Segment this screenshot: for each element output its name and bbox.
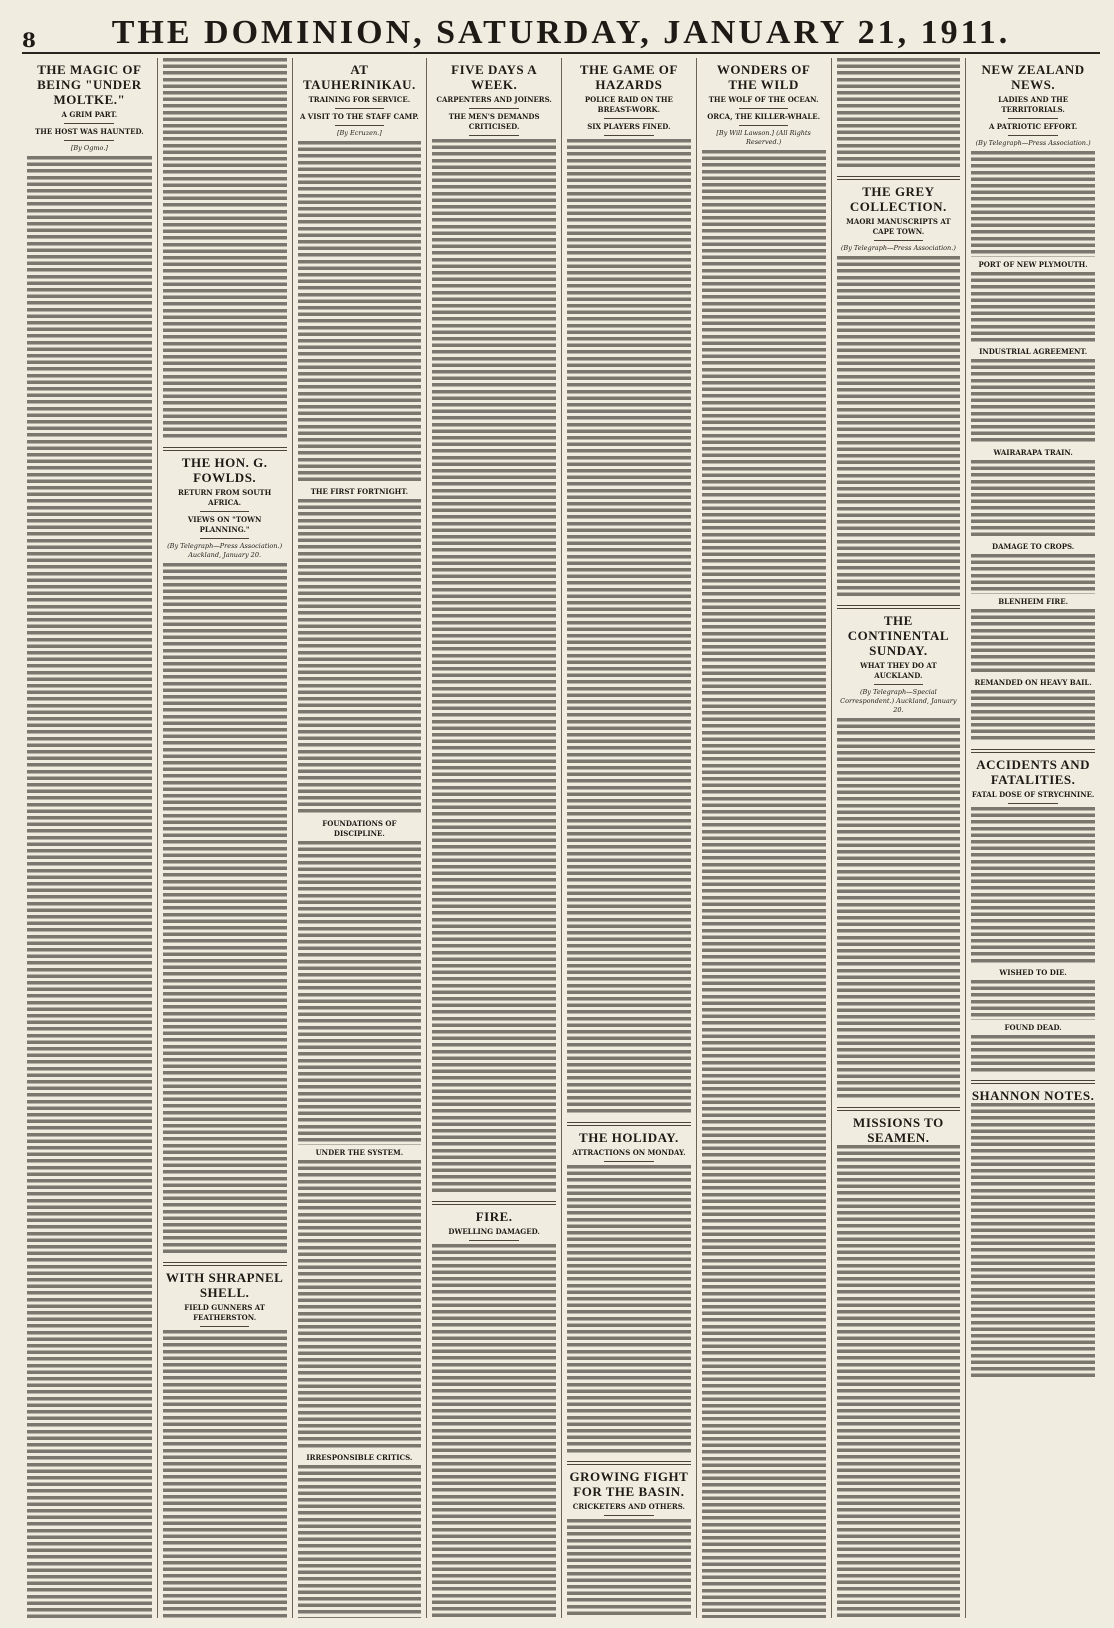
column-2: [157, 58, 292, 1618]
article-body-text: [298, 1160, 422, 1450]
article-subheading: BLENHEIM FIRE.: [998, 596, 1069, 606]
article-subheading: THE FIRST FORTNIGHT.: [310, 487, 409, 497]
article-columns: [22, 58, 1100, 1618]
article-subheading: REMANDED ON HEAVY BAIL.: [974, 677, 1092, 687]
article-body-text: [163, 58, 287, 441]
short-rule: [739, 125, 789, 126]
article-divider: [163, 447, 287, 451]
short-rule: [469, 135, 519, 136]
article-body-text: [971, 609, 1095, 675]
article-subheading: THE HOST WAS HAUNTED.: [35, 127, 144, 136]
column-8: [965, 58, 1100, 1618]
article-body-text: [837, 718, 961, 1101]
article-body-text: [971, 1035, 1095, 1075]
article-headline: NEW ZEALAND NEWS.: [981, 62, 1085, 92]
short-rule: [200, 511, 250, 512]
article-subheading: A VISIT TO THE STAFF CAMP.: [299, 112, 419, 121]
article-headline: THE CONTINENTAL SUNDAY.: [847, 613, 950, 659]
article-body-text: [971, 272, 1095, 345]
article-subheading: ATTRACTIONS ON MONDAY.: [572, 1147, 686, 1157]
article-byline: [By Ecruzen.]: [336, 129, 382, 137]
article-byline: (By Telegraph—Special Correspondent.) Auckland, January 20.: [840, 688, 957, 715]
article-subheading: FOUND DEAD.: [1004, 1022, 1062, 1032]
article-byline: (By Telegraph—Press Association.): [840, 244, 956, 253]
short-rule: [604, 135, 654, 136]
short-rule: [335, 108, 385, 109]
page-number: 8: [22, 28, 36, 52]
article-body-text: [432, 1244, 556, 1618]
article-body-text: [837, 1145, 961, 1618]
short-rule: [604, 118, 654, 119]
article-body-text: [971, 151, 1095, 257]
article-subheading: CRICKETERS AND OTHERS.: [572, 1502, 685, 1512]
short-rule: [604, 1515, 654, 1516]
article-subheading: POLICE RAID ON THE BREAST-WORK.: [584, 95, 673, 114]
article-subheading: LADIES AND THE TERRITORIALS.: [998, 95, 1069, 114]
article-body-text: [567, 1165, 691, 1455]
article-headline: THE MAGIC OF BEING "UNDER MOLTKE.": [37, 62, 142, 107]
article-subheading: CARPENTERS AND JOINERS.: [436, 95, 552, 104]
article-body-text: [567, 139, 691, 1116]
article-subheading: THE WOLF OF THE OCEAN.: [708, 95, 819, 104]
article-headline: FIVE DAYS A WEEK.: [451, 62, 538, 92]
short-rule: [64, 140, 114, 141]
short-rule: [1008, 135, 1058, 136]
short-rule: [64, 123, 114, 124]
article-subheading: TRAINING FOR SERVICE.: [308, 95, 411, 104]
masthead-title: THE DOMINION, SATURDAY, JANUARY 21, 1911.: [111, 14, 1011, 51]
short-rule: [200, 538, 250, 539]
article-divider: [971, 749, 1095, 753]
column-1: [22, 58, 157, 1618]
short-rule: [1008, 803, 1058, 804]
article-divider: [567, 1122, 691, 1126]
article-divider: [837, 176, 961, 180]
article-divider: [837, 605, 961, 609]
column-7: [831, 58, 966, 1618]
article-body-text: [298, 1465, 422, 1618]
short-rule: [739, 108, 789, 109]
article-headline: GROWING FIGHT FOR THE BASIN.: [569, 1469, 689, 1500]
article-subheading: VIEWS ON "TOWN PLANNING.": [187, 514, 262, 534]
article-divider: [837, 1107, 961, 1111]
column-3: [292, 58, 427, 1618]
article-body-text: [971, 807, 1095, 965]
article-byline: [By Will Lawson.] (All Rights Reserved.): [716, 129, 811, 146]
article-subheading: FOUNDATIONS OF DISCIPLINE.: [322, 818, 397, 838]
article-subheading: UNDER THE SYSTEM.: [315, 1147, 404, 1157]
article-headline: WITH SHRAPNEL SHELL.: [165, 1269, 284, 1300]
article-headline: MISSIONS TO SEAMEN.: [853, 1115, 944, 1146]
article-body-text: [567, 1519, 691, 1618]
article-subheading: THE MEN'S DEMANDS CRITICISED.: [448, 112, 540, 131]
article-body-text: [971, 554, 1095, 594]
short-rule: [604, 1161, 654, 1162]
article-subheading: A PATRIOTIC EFFORT.: [988, 122, 1078, 131]
article-body-text: [163, 563, 287, 1256]
column-5: [561, 58, 696, 1618]
article-subheading: MAORI MANUSCRIPTS AT CAPE TOWN.: [846, 217, 951, 237]
short-rule: [1008, 118, 1058, 119]
article-headline: THE HON. G. FOWLDS.: [181, 454, 268, 485]
article-byline: [By Ogmo.]: [70, 144, 108, 152]
article-body-text: [298, 141, 422, 484]
article-body-text: [971, 980, 1095, 1020]
article-subheading: SIX PLAYERS FINED.: [587, 122, 671, 131]
article-headline: THE GAME OF HAZARDS: [579, 62, 678, 92]
article-headline: SHANNON NOTES.: [971, 1088, 1095, 1104]
short-rule: [200, 1326, 250, 1327]
article-subheading: PORT OF NEW PLYMOUTH.: [978, 259, 1088, 269]
article-subheading: ORCA, THE KILLER-WHALE.: [707, 112, 821, 121]
short-rule: [874, 684, 924, 685]
article-divider: [163, 1262, 287, 1266]
article-divider: [971, 1080, 1095, 1084]
article-subheading: IRRESPONSIBLE CRITICS.: [306, 1452, 413, 1462]
article-body-text: [837, 256, 961, 599]
article-headline: ACCIDENTS AND FATALITIES.: [976, 756, 1091, 787]
article-body-text: [163, 1330, 287, 1618]
article-headline: WONDERS OF THE WILD: [716, 62, 811, 92]
article-subheading: WHAT THEY DO AT AUCKLAND.: [860, 661, 937, 681]
article-body-text: [971, 1103, 1095, 1380]
article-body-text: [971, 460, 1095, 539]
article-body-text: [702, 150, 826, 1618]
article-body-text: [27, 156, 152, 1618]
article-subheading: RETURN FROM SOUTH AFRICA.: [177, 487, 272, 507]
article-headline: THE GREY COLLECTION.: [849, 184, 947, 215]
article-subheading: A GRIM PART.: [61, 110, 118, 119]
article-subheading: DWELLING DAMAGED.: [448, 1227, 540, 1236]
short-rule: [874, 240, 924, 241]
article-body-text: [971, 359, 1095, 445]
article-subheading: INDUSTRIAL AGREEMENT.: [979, 347, 1088, 357]
article-subheading: WISHED TO DIE.: [999, 967, 1067, 977]
article-headline: FIRE.: [475, 1209, 513, 1224]
article-divider: [567, 1461, 691, 1465]
article-subheading: FIELD GUNNERS AT FEATHERSTON.: [184, 1302, 266, 1322]
article-headline: AT TAUHERINIKAU.: [302, 62, 416, 92]
article-subheading: FATAL DOSE OF STRYCHNINE.: [971, 789, 1095, 799]
column-4: [426, 58, 561, 1618]
article-body-text: [837, 58, 961, 170]
short-rule: [469, 1240, 519, 1241]
article-body-text: [432, 139, 556, 1195]
article-body-text: [298, 841, 422, 1145]
article-byline: (By Telegraph—Press Association.) Auckland, January 20.: [167, 541, 283, 559]
short-rule: [335, 125, 385, 126]
short-rule: [469, 108, 519, 109]
column-6: [696, 58, 831, 1618]
article-subheading: WAIRARAPA TRAIN.: [993, 447, 1073, 457]
masthead: [22, 12, 1100, 54]
article-byline: (By Telegraph—Press Association.): [975, 139, 1091, 147]
article-body-text: [971, 690, 1095, 743]
article-body-text: [298, 499, 422, 816]
article-subheading: DAMAGE TO CROPS.: [992, 542, 1075, 552]
article-divider: [432, 1201, 556, 1205]
article-headline: THE HOLIDAY.: [579, 1129, 679, 1145]
